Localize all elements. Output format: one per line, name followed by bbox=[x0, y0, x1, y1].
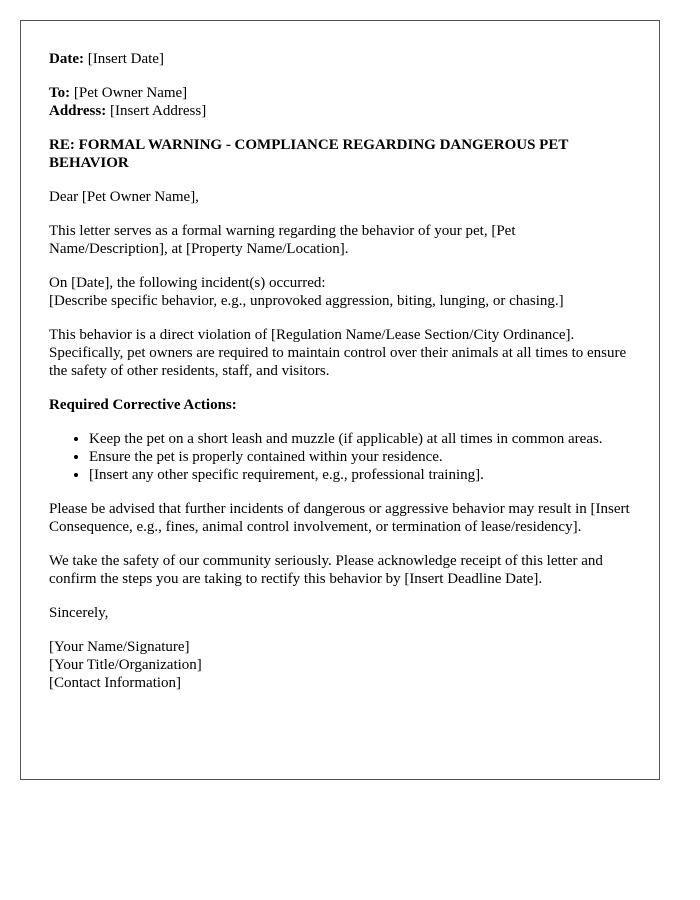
incident-description-line: [Describe specific behavior, e.g., unprovoked aggression, biting, lunging, or chasing.] bbox=[49, 293, 564, 309]
address-value: [Insert Address] bbox=[109, 103, 207, 119]
salutation: Dear [Pet Owner Name], bbox=[49, 189, 199, 205]
violation-paragraph: This behavior is a direct violation of [Regulation Name/Lease Section/City Ordinance]. Specifically, pet owners are required to maintain control over their animals at all times to ensure the safety of other residents, staff, and visitors. bbox=[49, 327, 627, 379]
list-item: • [Insert any other specific requirement, e.g., professional training]. bbox=[89, 466, 631, 484]
consequence-paragraph: Please be advised that further incidents of dangerous or aggressive behavior may result in [Insert Consequence, e.g., fines, animal control involvement, or termination of lease/residency]. bbox=[49, 501, 630, 535]
address-label: Address: bbox=[49, 103, 107, 119]
list-item: • Keep the pet on a short leash and muzzle (if applicable) at all times in common areas. bbox=[89, 430, 631, 448]
signature-contact: [Contact Information] bbox=[49, 675, 182, 691]
signature-name: [Your Name/Signature] bbox=[49, 639, 190, 655]
incident-date-line: On [Date], the following incident(s) occurred: bbox=[49, 275, 326, 291]
date-label: Date: bbox=[49, 51, 84, 67]
signoff: Sincerely, bbox=[49, 605, 109, 621]
date-line bbox=[49, 50, 631, 68]
recipient-name: [Pet Owner Name] bbox=[73, 85, 188, 101]
intro-paragraph: This letter serves as a formal warning regarding the behavior of your pet, [Pet Name/Description], at [Property Name/Location]. bbox=[49, 223, 516, 257]
signature-block bbox=[49, 638, 631, 692]
signature-title: [Your Title/Organization] bbox=[49, 657, 202, 673]
incident-paragraph bbox=[49, 274, 631, 310]
date-value: [Insert Date] bbox=[87, 51, 164, 67]
recipient-line bbox=[49, 84, 631, 102]
address-line bbox=[49, 102, 631, 120]
closing-paragraph: We take the safety of our community seriously. Please acknowledge receipt of this letter and confirm the steps you are taking to rectify this behavior by [Insert Deadline Date]. bbox=[49, 553, 603, 587]
corrective-actions-heading: Required Corrective Actions: bbox=[49, 397, 237, 413]
to-label: To: bbox=[49, 85, 71, 101]
letter-page bbox=[20, 20, 660, 780]
subject-line: RE: FORMAL WARNING - COMPLIANCE REGARDING DANGEROUS PET BEHAVIOR bbox=[49, 137, 569, 171]
corrective-actions-list bbox=[49, 430, 631, 484]
list-item: • Ensure the pet is properly contained within your residence. bbox=[89, 448, 631, 466]
